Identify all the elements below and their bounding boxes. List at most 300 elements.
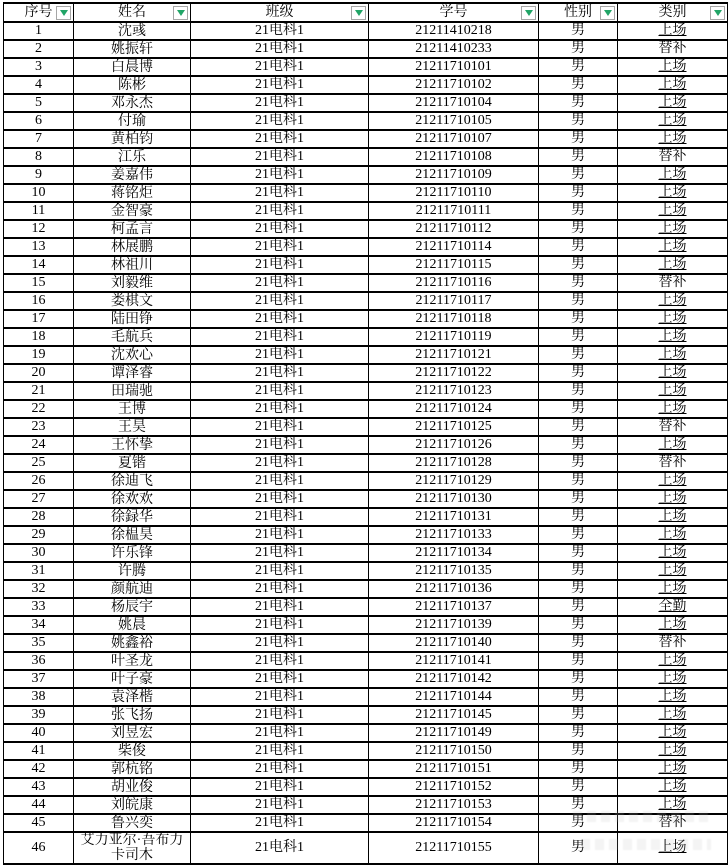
cell-class[interactable]: 21电科1 [191,670,369,688]
cell-category[interactable]: 上场 [618,508,728,526]
cell-student_id[interactable]: 21211710105 [369,112,539,130]
cell-index[interactable]: 11 [4,202,74,220]
column-header-category[interactable] [618,3,728,22]
column-header-gender[interactable] [539,3,618,22]
cell-gender[interactable]: 男 [539,76,618,94]
cell-student_id[interactable]: 21211710155 [369,832,539,864]
cell-class[interactable]: 21电科1 [191,580,369,598]
cell-index[interactable]: 7 [4,130,74,148]
cell-class[interactable]: 21电科1 [191,310,369,328]
cell-gender[interactable]: 男 [539,130,618,148]
cell-class[interactable]: 21电科1 [191,148,369,166]
cell-student_id[interactable]: 21211710140 [369,634,539,652]
cell-name[interactable]: 杨辰宇 [74,598,191,616]
cell-gender[interactable]: 男 [539,508,618,526]
cell-gender[interactable]: 男 [539,400,618,418]
cell-class[interactable]: 21电科1 [191,94,369,112]
cell-student_id[interactable]: 21211710153 [369,796,539,814]
cell-student_id[interactable]: 21211710111 [369,202,539,220]
cell-class[interactable]: 21电科1 [191,688,369,706]
cell-name[interactable]: 付瑜 [74,112,191,130]
table-row [4,256,728,274]
cell-gender[interactable]: 男 [539,94,618,112]
cell-student_id[interactable]: 21211710123 [369,382,539,400]
cell-student_id[interactable]: 21211710102 [369,76,539,94]
cell-category[interactable]: 上场 [618,688,728,706]
cell-class[interactable]: 21电科1 [191,616,369,634]
cell-name[interactable]: 陈彬 [74,76,191,94]
cell-category[interactable]: 上场 [618,580,728,598]
cell-student_id[interactable]: 21211710149 [369,724,539,742]
cell-index[interactable]: 21 [4,382,74,400]
cell-category[interactable]: 替补 [618,634,728,652]
cell-category[interactable]: 上场 [618,58,728,76]
cell-student_id[interactable]: 21211710101 [369,58,539,76]
cell-category[interactable]: 上场 [618,112,728,130]
cell-category[interactable]: 替补 [618,418,728,436]
cell-class[interactable]: 21电科1 [191,202,369,220]
cell-student_id[interactable]: 21211710116 [369,274,539,292]
table-row [4,580,728,598]
cell-class[interactable]: 21电科1 [191,256,369,274]
cell-category[interactable]: 上场 [618,652,728,670]
cell-name[interactable]: 江乐 [74,148,191,166]
cell-gender[interactable]: 男 [539,724,618,742]
cell-category[interactable]: 上场 [618,292,728,310]
cell-student_id[interactable]: 21211710110 [369,184,539,202]
cell-name[interactable]: 艾力亚尔·吾布力卡司木 [74,832,191,864]
filter-button-class[interactable] [351,6,366,20]
cell-category[interactable]: 上场 [618,400,728,418]
cell-class[interactable]: 21电科1 [191,796,369,814]
cell-category[interactable]: 上场 [618,364,728,382]
cell-category[interactable]: 上场 [618,544,728,562]
cell-index[interactable]: 41 [4,742,74,760]
cell-gender[interactable]: 男 [539,40,618,58]
cell-student_id[interactable]: 21211710134 [369,544,539,562]
cell-student_id[interactable]: 21211710115 [369,256,539,274]
cell-student_id[interactable]: 21211710152 [369,778,539,796]
cell-gender[interactable]: 男 [539,634,618,652]
cell-name[interactable]: 黄柏钧 [74,130,191,148]
cell-name[interactable]: 鲁兴奕 [74,814,191,832]
cell-name[interactable]: 沈欢心 [74,346,191,364]
cell-student_id[interactable]: 21211710154 [369,814,539,832]
cell-index[interactable]: 23 [4,418,74,436]
cell-gender[interactable]: 男 [539,58,618,76]
cell-name[interactable]: 徐榅昊 [74,526,191,544]
cell-index[interactable]: 29 [4,526,74,544]
cell-gender[interactable]: 男 [539,364,618,382]
cell-gender[interactable]: 男 [539,274,618,292]
cell-gender[interactable]: 男 [539,796,618,814]
cell-class[interactable]: 21电科1 [191,436,369,454]
cell-name[interactable]: 毛航兵 [74,328,191,346]
cell-gender[interactable]: 男 [539,742,618,760]
cell-category[interactable]: 上场 [618,382,728,400]
cell-index[interactable]: 16 [4,292,74,310]
cell-class[interactable]: 21电科1 [191,166,369,184]
cell-gender[interactable]: 男 [539,670,618,688]
cell-index[interactable]: 12 [4,220,74,238]
cell-index[interactable]: 13 [4,238,74,256]
cell-gender[interactable]: 男 [539,382,618,400]
cell-class[interactable]: 21电科1 [191,292,369,310]
cell-class[interactable]: 21电科1 [191,544,369,562]
cell-index[interactable]: 8 [4,148,74,166]
filter-button-category[interactable] [710,6,725,20]
cell-category[interactable]: 上场 [618,238,728,256]
cell-name[interactable]: 姜嘉伟 [74,166,191,184]
cell-gender[interactable]: 男 [539,292,618,310]
cell-category[interactable]: 替补 [618,454,728,472]
cell-class[interactable]: 21电科1 [191,454,369,472]
cell-gender[interactable]: 男 [539,256,618,274]
cell-name[interactable]: 金智豪 [74,202,191,220]
cell-gender[interactable]: 男 [539,490,618,508]
cell-gender[interactable]: 男 [539,310,618,328]
cell-index[interactable]: 2 [4,40,74,58]
cell-category[interactable]: 上场 [618,706,728,724]
cell-index[interactable]: 24 [4,436,74,454]
cell-name[interactable]: 张飞扬 [74,706,191,724]
cell-gender[interactable]: 男 [539,112,618,130]
cell-student_id[interactable]: 21211710108 [369,148,539,166]
filter-dropdown-icon [355,10,363,16]
column-header-class[interactable] [191,3,369,22]
cell-student_id[interactable]: 21211710133 [369,526,539,544]
cell-gender[interactable]: 男 [539,202,618,220]
cell-name[interactable]: 叶子豪 [74,670,191,688]
cell-gender[interactable]: 男 [539,562,618,580]
cell-gender[interactable]: 男 [539,652,618,670]
cell-index[interactable]: 6 [4,112,74,130]
cell-index[interactable]: 25 [4,454,74,472]
cell-name[interactable]: 蒋铭炬 [74,184,191,202]
cell-student_id[interactable]: 21211410233 [369,40,539,58]
cell-name[interactable]: 刘毅维 [74,274,191,292]
cell-student_id[interactable]: 21211710109 [369,166,539,184]
cell-category[interactable]: 上场 [618,616,728,634]
cell-name[interactable]: 王怀挚 [74,436,191,454]
cell-name[interactable]: 柯孟言 [74,220,191,238]
cell-gender[interactable]: 男 [539,544,618,562]
cell-class[interactable]: 21电科1 [191,760,369,778]
cell-name[interactable]: 姚晨 [74,616,191,634]
cell-gender[interactable]: 男 [539,598,618,616]
cell-category[interactable]: 上场 [618,526,728,544]
cell-category[interactable]: 上场 [618,346,728,364]
cell-name[interactable]: 邓永杰 [74,94,191,112]
cell-category[interactable]: 上场 [618,166,728,184]
cell-name[interactable]: 王昊 [74,418,191,436]
cell-name[interactable]: 徐迪飞 [74,472,191,490]
cell-index[interactable]: 3 [4,58,74,76]
cell-class[interactable]: 21电科1 [191,58,369,76]
cell-index[interactable]: 38 [4,688,74,706]
cell-index[interactable]: 30 [4,544,74,562]
cell-student_id[interactable]: 21211710122 [369,364,539,382]
cell-gender[interactable]: 男 [539,778,618,796]
cell-student_id[interactable]: 21211710141 [369,652,539,670]
cell-class[interactable]: 21电科1 [191,112,369,130]
cell-student_id[interactable]: 21211710121 [369,346,539,364]
cell-class[interactable]: 21电科1 [191,742,369,760]
cell-category[interactable]: 上场 [618,778,728,796]
cell-class[interactable]: 21电科1 [191,346,369,364]
cell-name[interactable]: 田瑞驰 [74,382,191,400]
cell-gender[interactable]: 男 [539,436,618,454]
cell-index[interactable]: 18 [4,328,74,346]
cell-student_id[interactable]: 21211710128 [369,454,539,472]
cell-name[interactable]: 娄棋文 [74,292,191,310]
cell-category[interactable]: 上场 [618,22,728,40]
cell-gender[interactable]: 男 [539,166,618,184]
cell-index[interactable]: 32 [4,580,74,598]
cell-class[interactable]: 21电科1 [191,490,369,508]
cell-category[interactable]: 替补 [618,814,728,832]
cell-class[interactable]: 21电科1 [191,832,369,864]
cell-name[interactable]: 徐録华 [74,508,191,526]
cell-category[interactable]: 上场 [618,310,728,328]
cell-gender[interactable]: 男 [539,472,618,490]
cell-student_id[interactable]: 21211710145 [369,706,539,724]
cell-class[interactable]: 21电科1 [191,40,369,58]
cell-student_id[interactable]: 21211710150 [369,742,539,760]
cell-category[interactable]: 上场 [618,256,728,274]
cell-index[interactable]: 42 [4,760,74,778]
cell-index[interactable]: 1 [4,22,74,40]
cell-class[interactable]: 21电科1 [191,184,369,202]
cell-name[interactable]: 林展鹏 [74,238,191,256]
cell-index[interactable]: 14 [4,256,74,274]
cell-category[interactable]: 上场 [618,436,728,454]
cell-name[interactable]: 袁泽楷 [74,688,191,706]
table-row [4,184,728,202]
cell-category[interactable]: 上场 [618,724,728,742]
cell-class[interactable]: 21电科1 [191,526,369,544]
cell-class[interactable]: 21电科1 [191,364,369,382]
column-header-student_id[interactable] [369,3,539,22]
cell-category[interactable]: 替补 [618,274,728,292]
cell-name[interactable]: 徐欢欢 [74,490,191,508]
cell-name[interactable]: 刘昱宏 [74,724,191,742]
cell-class[interactable]: 21电科1 [191,724,369,742]
cell-category[interactable]: 上场 [618,742,728,760]
cell-gender[interactable]: 男 [539,346,618,364]
cell-gender[interactable]: 男 [539,832,618,864]
table-row [4,112,728,130]
cell-name[interactable]: 姚鑫裕 [74,634,191,652]
cell-name[interactable]: 陆田铮 [74,310,191,328]
cell-student_id[interactable]: 21211710131 [369,508,539,526]
cell-category[interactable]: 上场 [618,76,728,94]
table-row [4,238,728,256]
cell-student_id[interactable]: 21211710130 [369,490,539,508]
cell-index[interactable]: 4 [4,76,74,94]
filter-button-gender[interactable] [600,6,615,20]
cell-name[interactable]: 叶圣龙 [74,652,191,670]
cell-gender[interactable]: 男 [539,238,618,256]
cell-gender[interactable]: 男 [539,454,618,472]
table-row [4,616,728,634]
cell-category[interactable]: 上场 [618,130,728,148]
cell-category[interactable]: 上场 [618,220,728,238]
cell-student_id[interactable]: 21211710114 [369,238,539,256]
cell-student_id[interactable]: 21211710118 [369,310,539,328]
cell-class[interactable]: 21电科1 [191,418,369,436]
table-row [4,562,728,580]
cell-index[interactable]: 46 [4,832,74,864]
cell-student_id[interactable]: 21211710117 [369,292,539,310]
cell-class[interactable]: 21电科1 [191,472,369,490]
cell-gender[interactable]: 男 [539,526,618,544]
cell-index[interactable]: 45 [4,814,74,832]
cell-index[interactable]: 36 [4,652,74,670]
cell-index[interactable]: 22 [4,400,74,418]
cell-category[interactable]: 上场 [618,832,728,864]
cell-index[interactable]: 5 [4,94,74,112]
cell-gender[interactable]: 男 [539,148,618,166]
cell-name[interactable]: 姚振轩 [74,40,191,58]
cell-class[interactable]: 21电科1 [191,382,369,400]
cell-name[interactable]: 柴俊 [74,742,191,760]
cell-category[interactable]: 全勤 [618,598,728,616]
cell-name[interactable]: 许腾 [74,562,191,580]
cell-class[interactable]: 21电科1 [191,328,369,346]
cell-name[interactable]: 林祖川 [74,256,191,274]
cell-gender[interactable]: 男 [539,220,618,238]
cell-name[interactable]: 颜航迪 [74,580,191,598]
cell-category[interactable]: 上场 [618,490,728,508]
cell-index[interactable]: 15 [4,274,74,292]
table-row [4,508,728,526]
cell-name[interactable]: 王博 [74,400,191,418]
cell-class[interactable]: 21电科1 [191,562,369,580]
cell-gender[interactable]: 男 [539,760,618,778]
cell-index[interactable]: 9 [4,166,74,184]
cell-class[interactable]: 21电科1 [191,400,369,418]
cell-gender[interactable]: 男 [539,418,618,436]
cell-class[interactable]: 21电科1 [191,22,369,40]
cell-gender[interactable]: 男 [539,328,618,346]
cell-gender[interactable]: 男 [539,814,618,832]
cell-student_id[interactable]: 21211710137 [369,598,539,616]
cell-gender[interactable]: 男 [539,688,618,706]
cell-class[interactable]: 21电科1 [191,130,369,148]
cell-class[interactable]: 21电科1 [191,76,369,94]
cell-class[interactable]: 21电科1 [191,274,369,292]
cell-category[interactable]: 上场 [618,94,728,112]
cell-student_id[interactable]: 21211710119 [369,328,539,346]
cell-name[interactable]: 沈彧 [74,22,191,40]
cell-category[interactable]: 上场 [618,562,728,580]
cell-name[interactable]: 夏锴 [74,454,191,472]
cell-class[interactable]: 21电科1 [191,238,369,256]
cell-class[interactable]: 21电科1 [191,778,369,796]
cell-category[interactable]: 上场 [618,760,728,778]
cell-name[interactable]: 胡业俊 [74,778,191,796]
cell-class[interactable]: 21电科1 [191,598,369,616]
cell-student_id[interactable]: 21211710139 [369,616,539,634]
cell-name[interactable]: 谭泽睿 [74,364,191,382]
column-header-name[interactable] [74,3,191,22]
cell-index[interactable]: 39 [4,706,74,724]
cell-student_id[interactable]: 21211710142 [369,670,539,688]
table-row [4,598,728,616]
cell-index[interactable]: 40 [4,724,74,742]
cell-student_id[interactable]: 21211710125 [369,418,539,436]
cell-category[interactable]: 上场 [618,670,728,688]
cell-index[interactable]: 10 [4,184,74,202]
filter-button-student_id[interactable] [521,6,536,20]
cell-category[interactable]: 上场 [618,328,728,346]
cell-name[interactable]: 白晨博 [74,58,191,76]
cell-class[interactable]: 21电科1 [191,652,369,670]
column-header-index[interactable] [4,3,74,22]
cell-gender[interactable]: 男 [539,706,618,724]
cell-index[interactable]: 35 [4,634,74,652]
cell-class[interactable]: 21电科1 [191,706,369,724]
cell-student_id[interactable]: 21211710129 [369,472,539,490]
cell-index[interactable]: 37 [4,670,74,688]
cell-student_id[interactable]: 21211710124 [369,400,539,418]
cell-gender[interactable]: 男 [539,22,618,40]
cell-student_id[interactable]: 21211710144 [369,688,539,706]
cell-category[interactable]: 上场 [618,796,728,814]
filter-button-name[interactable] [173,6,188,20]
cell-index[interactable]: 43 [4,778,74,796]
cell-index[interactable]: 28 [4,508,74,526]
cell-index[interactable]: 26 [4,472,74,490]
cell-index[interactable]: 33 [4,598,74,616]
cell-gender[interactable]: 男 [539,184,618,202]
cell-class[interactable]: 21电科1 [191,814,369,832]
cell-student_id[interactable]: 21211710135 [369,562,539,580]
cell-index[interactable]: 17 [4,310,74,328]
cell-category[interactable]: 上场 [618,202,728,220]
cell-gender[interactable]: 男 [539,580,618,598]
cell-class[interactable]: 21电科1 [191,508,369,526]
cell-name[interactable]: 郭杭铭 [74,760,191,778]
cell-index[interactable]: 19 [4,346,74,364]
cell-category[interactable]: 替补 [618,40,728,58]
cell-index[interactable]: 44 [4,796,74,814]
cell-category[interactable]: 上场 [618,472,728,490]
cell-index[interactable]: 34 [4,616,74,634]
table-row [4,490,728,508]
cell-index[interactable]: 20 [4,364,74,382]
cell-student_id[interactable]: 21211710136 [369,580,539,598]
cell-category[interactable]: 替补 [618,148,728,166]
cell-name[interactable]: 许乐锋 [74,544,191,562]
filter-button-index[interactable] [56,6,71,20]
cell-student_id[interactable]: 21211410218 [369,22,539,40]
cell-student_id[interactable]: 21211710107 [369,130,539,148]
cell-student_id[interactable]: 21211710126 [369,436,539,454]
cell-class[interactable]: 21电科1 [191,220,369,238]
cell-category[interactable]: 上场 [618,184,728,202]
cell-index[interactable]: 27 [4,490,74,508]
table-row [4,40,728,58]
cell-student_id[interactable]: 21211710151 [369,760,539,778]
cell-class[interactable]: 21电科1 [191,634,369,652]
cell-student_id[interactable]: 21211710104 [369,94,539,112]
cell-index[interactable]: 31 [4,562,74,580]
cell-name[interactable]: 刘皖康 [74,796,191,814]
cell-student_id[interactable]: 21211710112 [369,220,539,238]
cell-gender[interactable]: 男 [539,616,618,634]
